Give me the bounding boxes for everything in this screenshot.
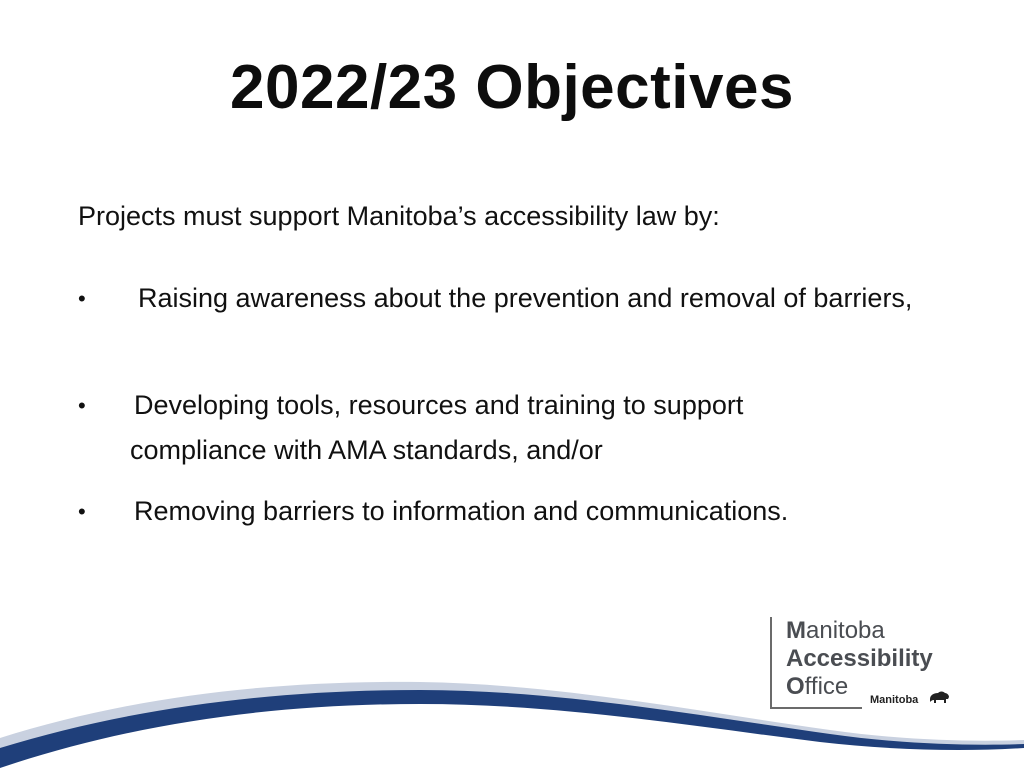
bullet-icon: • xyxy=(78,393,86,418)
logo-divider xyxy=(770,707,862,709)
bullet-text-line: Developing tools, resources and training to support xyxy=(134,390,744,420)
logo-line: Office xyxy=(786,673,849,700)
logo-line: Accessibility xyxy=(786,645,933,672)
bullet-icon: • xyxy=(78,286,86,311)
manitoba-accessibility-office-logo xyxy=(770,617,970,711)
bullet-text: Raising awareness about the prevention and removal of barriers, xyxy=(138,283,913,313)
logo-line: Manitoba xyxy=(786,617,885,644)
manitoba-wordmark: Manitoba xyxy=(870,694,919,706)
slide-title: 2022/23 Objectives xyxy=(230,53,794,122)
bison-icon xyxy=(928,690,950,706)
intro-text: Projects must support Manitoba’s accessibility law by: xyxy=(78,201,720,231)
bullet-text-line: compliance with AMA standards, and/or xyxy=(130,435,603,465)
bullet-text: Removing barriers to information and communications. xyxy=(134,496,789,526)
bullet-icon: • xyxy=(78,499,86,524)
logo-divider xyxy=(770,617,772,709)
